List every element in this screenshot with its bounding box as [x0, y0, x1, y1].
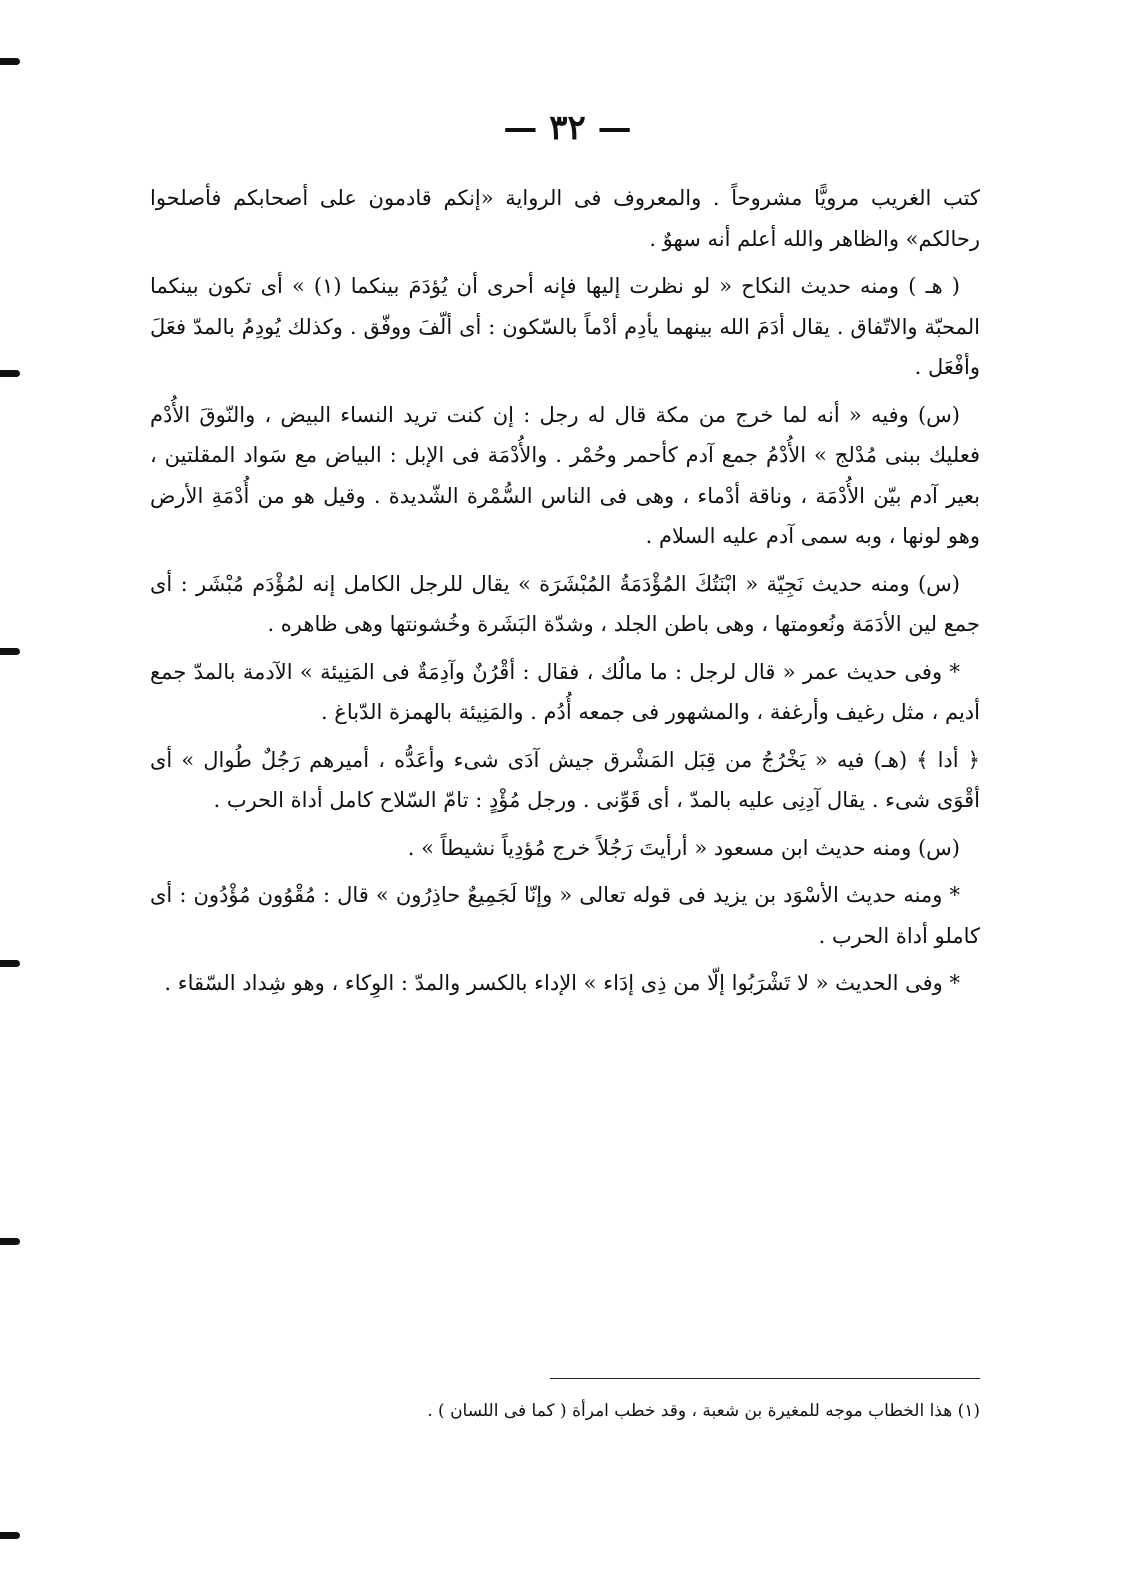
paragraph: (س) ومنه حديث نَجِيّة « ابْنَتُكَ المُؤْدَمَةُ المُبْشَرَة » يقال للرجل الكامل إنه لمُؤْدَم مُبْشَر : أى جمع لين الأدَمَة ونُعومتها ، وهى باطن الجلد ، وشدّة البَشَرة وخُشونتها وهى ظاهره .	[150, 571, 980, 636]
scan-edge-mark	[0, 1532, 20, 1539]
paragraph: كتب الغريب مرويًّا مشروحاً . والمعروف فى الرواية «إنكم قادمون على أصحابكم فأصلحوا رحالكم» والظاهر والله أعلم أنه سهوٌ .	[150, 186, 980, 251]
footnote-divider	[550, 1378, 980, 1379]
main-text	[150, 178, 980, 1011]
paragraph: ( هـ ) ومنه حديث النكاح « لو نظرت إليها فإنه أحرى أن يُؤدَمَ بينكما (١) » أى تكون بينكما المحبّة والاتّفاق . يقال أدَمَ الله بينهما يأدِم أدْماً بالسّكون : أى ألّفَ ووفّق . وكذلك يُودِمُ بالمدّ فعَلَ وأفْعَل .	[150, 274, 980, 379]
page-number: — ٣٢ —	[503, 108, 632, 148]
scan-edge-mark	[0, 960, 20, 967]
scan-edge-mark	[0, 648, 20, 655]
scan-edge-mark	[0, 58, 20, 65]
paragraph: * ومنه حديث الأسْوَد بن يزيد فى قوله تعالى « وإنّا لَجَمِيعٌ حاذِرُون » قال : مُقْوُون مُؤْدُون : أى كاملو أداة الحرب .	[150, 883, 980, 948]
paragraph: (س) وفيه « أنه لما خرج من مكة قال له رجل : إن كنت تريد النساء البيض ، والنّوقَ الأُدْم فعليك ببنى مُدْلج » الأُدْمُ جمع آدم كأحمر وحُمْر . والأُدْمَة فى الإبل : البياض مع سَواد المقلتين ، بعير آدم بيّن الأُدْمَة ، وناقة أدْماء ، وهى فى الناس السُّمْرة الشّديدة . وقيل هو من أُدْمَةِ الأرض وهو لونها ، وبه سمى آدم عليه السلام .	[150, 402, 980, 548]
scan-edge-mark	[0, 1238, 20, 1245]
paragraph: * وفى حديث عمر « قال لرجل : ما مالُك ، فقال : أقْرُنٌ وآدِمَةٌ فى المَنِيئة » الآدمة بالمدّ جمع أديم ، مثل رغيف وأرغفة ، والمشهور فى جمعه أُدُم . والمَنِيئة بالهمزة الدّباغ .	[150, 659, 980, 724]
scan-edge-mark	[0, 370, 20, 377]
footnote: (١) هذا الخطاب موجه للمغيرة بن شعبة ، وقد خطب امرأة ( كما فى اللسان ) .	[427, 1401, 980, 1421]
paragraph: * وفى الحديث « لا تَشْرَبُوا إلّا من ذِى إدَاء » الإداء بالكسر والمدّ : الوِكاء ، وهو شِداد السّقاء .	[164, 971, 960, 995]
entry-heading-paragraph: ﴿ أدا ﴾ (هـ) فيه « يَخْرُجُ من قِبَل المَشْرق جيش آدَى شىء وأعَدُّه ، أميرهم رَجُلٌ طُوال » أى أقْوَى شىء . يقال آدِنِى عليه بالمدّ ، أى قَوِّنى . ورجل مُؤْدٍ : تامّ السّلاح كامل أداة الحرب .	[150, 747, 980, 812]
paragraph: (س) ومنه حديث ابن مسعود « أرأيتَ رَجُلاً خرج مُؤدِياً نشيطاً » .	[407, 835, 960, 860]
